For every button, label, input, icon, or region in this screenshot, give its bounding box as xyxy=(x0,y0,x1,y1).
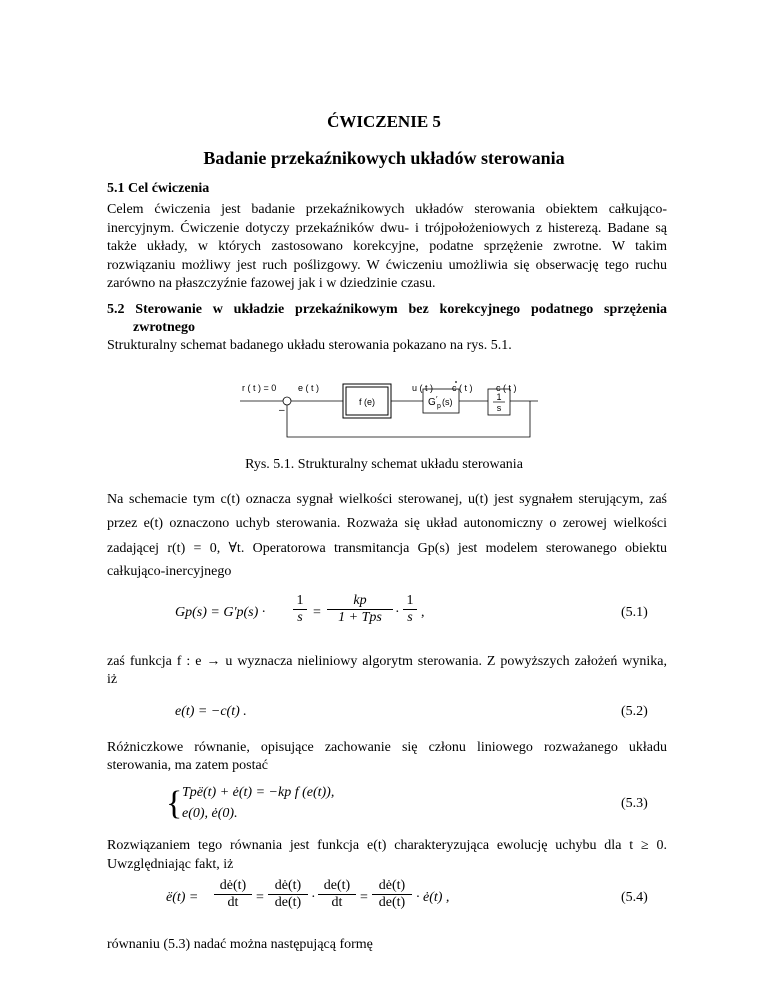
eq51-f1-den: s xyxy=(293,609,307,626)
section-5-2-heading-cont: zwrotnego xyxy=(133,320,195,335)
para3-line2: sterowania, ma zatem postać xyxy=(107,758,268,773)
equation-5-1: Gp(s) = G′p(s) · $\frac{1}{s}$ = kp 1 + Tps · $\frac{1}{s}$ , xyxy=(175,593,425,625)
signal-cdot-label: c ( t ) xyxy=(452,383,473,393)
section-5-2-heading: 5.2 Sterowanie w układzie przekaźnikowym bez korekcyjnego podatnego sprzężenia xyxy=(107,302,667,317)
eq54-lhs: ë(t) = xyxy=(166,890,199,905)
para1-line1: Na schemacie tym c(t) oznacza sygnał wielkości sterowanej, u(t) jest sygnałem sterującym, zaś xyxy=(107,492,667,507)
eq54-f1-num: dė(t) xyxy=(219,878,247,893)
block-diagram xyxy=(240,375,540,447)
minus-sign: – xyxy=(279,405,285,416)
svg-text:′: ′ xyxy=(436,395,438,404)
para1-line2: przez e(t) oznaczono uchyb sterowania. Rozważa się układ autonomiczny o zerowej wielkości xyxy=(107,516,667,531)
section-5-1-paragraph: Celem ćwiczenia jest badanie przekaźnikowych układów sterowania obiektem całkująco-inercyjnym. Ćwiczenie dotyczy przekaźników dwu- i trójpołożeniowych z histerezą. Badane są także układy, w których zastosowano korekcyjne, podatne sprzężenie zwrotne. W takim rozwiązaniu możliwy jest ruch poślizgowy. W ćwiczeniu umożliwia się obserwację tego ruchu zarówno na płaszczyźnie fazowej jak i w dziedzinie czasu. xyxy=(107,202,667,291)
para1-line3: zadającej r(t) = 0, ∀t. Operatorowa transmitancja Gp(s) jest modelem sterowanego obiektu xyxy=(107,541,667,556)
eq53-number: (5.3) xyxy=(621,796,648,811)
integrator-num: 1 xyxy=(496,392,502,402)
eq51-f3-num: 1 xyxy=(406,593,414,608)
feedback-path xyxy=(287,401,530,437)
para4-line1: Rozwiązaniem tego równania jest funkcja e(t) charakteryzująca ewolucję uchybu dla t ≥ 0. xyxy=(107,838,667,853)
eq54-f3-den: dt xyxy=(318,894,356,911)
cdot-dot xyxy=(455,381,457,383)
eq51-number: (5.1) xyxy=(621,605,648,620)
eq54-f2-num: dė(t) xyxy=(274,878,302,893)
plant-block-sub: p xyxy=(437,403,441,410)
eq53-line1: Tpë(t) + ė(t) = −kp f (e(t)), xyxy=(182,785,335,800)
para4-line2: Uwzględniając fakt, iż xyxy=(107,857,234,872)
equation-5-2: e(t) = −c(t) . xyxy=(175,704,247,719)
eq54-f4-num: dė(t) xyxy=(378,878,406,893)
eq51-eq: = xyxy=(313,605,321,620)
relay-block-label: f (e) xyxy=(358,397,376,407)
eq54-f4-den: de(t) xyxy=(372,894,412,911)
eq51-lhs: Gp(s) = G′p(s) · xyxy=(175,605,266,620)
equation-5-4: ë(t) = $\frac{dė(t)}{dt}$ = $\frac{dė(t)}{de(t)}$ · $\frac{de(t)}{dt}$ = $\frac{dė(t)}{de(t)}$ · ė(t) , xyxy=(166,878,450,910)
signal-c-label: c ( t ) xyxy=(496,383,517,393)
eq53-line2: e(0), ė(0). xyxy=(182,806,238,821)
eq52-number: (5.2) xyxy=(621,704,648,719)
plant-block-label: G xyxy=(428,397,436,408)
eq54-f3-num: de(t) xyxy=(323,878,351,893)
signal-r-label: r ( t ) = 0 xyxy=(242,383,277,393)
eq54-tail: · ė(t) , xyxy=(416,890,450,905)
eq51-end: , xyxy=(421,605,425,620)
para2-line2: iż xyxy=(107,672,118,687)
para2-line1: zaś funkcja f : e → u wyznacza nieliniowy algorytm sterowania. Z powyższych założeń wynika, xyxy=(107,654,667,669)
eq51-f2-den: 1 + Tps xyxy=(327,609,393,626)
eq51-f2-num: kp xyxy=(353,593,367,608)
para5: równaniu (5.3) nadać można następującą formę xyxy=(107,937,373,952)
page-subtitle: Badanie przekaźnikowych układów sterowania xyxy=(203,148,565,168)
eq54-number: (5.4) xyxy=(621,890,648,905)
eq53-brace: { xyxy=(166,785,183,822)
summing-junction xyxy=(283,397,291,405)
signal-u-label: u ( t ) xyxy=(412,383,434,393)
section-5-1-heading: 5.1 Cel ćwiczenia xyxy=(107,181,210,196)
para3-line1: Różniczkowe równanie, opisujące zachowanie się członu liniowego rozważanego układu xyxy=(107,740,667,755)
eq51-f3-den: s xyxy=(403,609,417,626)
signal-e-label: e ( t ) xyxy=(298,383,320,393)
para1-line4: całkująco-inercyjnego xyxy=(107,564,232,579)
eq54-f1-den: dt xyxy=(214,894,252,911)
section-5-2-intro: Strukturalny schemat badanego układu sterowania pokazano na rys. 5.1. xyxy=(107,338,512,353)
plant-block-arg: (s) xyxy=(442,397,453,407)
eq54-f2-den: de(t) xyxy=(268,894,308,911)
integrator-den: s xyxy=(496,403,502,413)
eq51-f1-num: 1 xyxy=(296,593,304,608)
chapter-title: ĆWICZENIE 5 xyxy=(327,112,441,131)
figure-caption: Rys. 5.1. Strukturalny schemat układu sterowania xyxy=(245,457,523,472)
